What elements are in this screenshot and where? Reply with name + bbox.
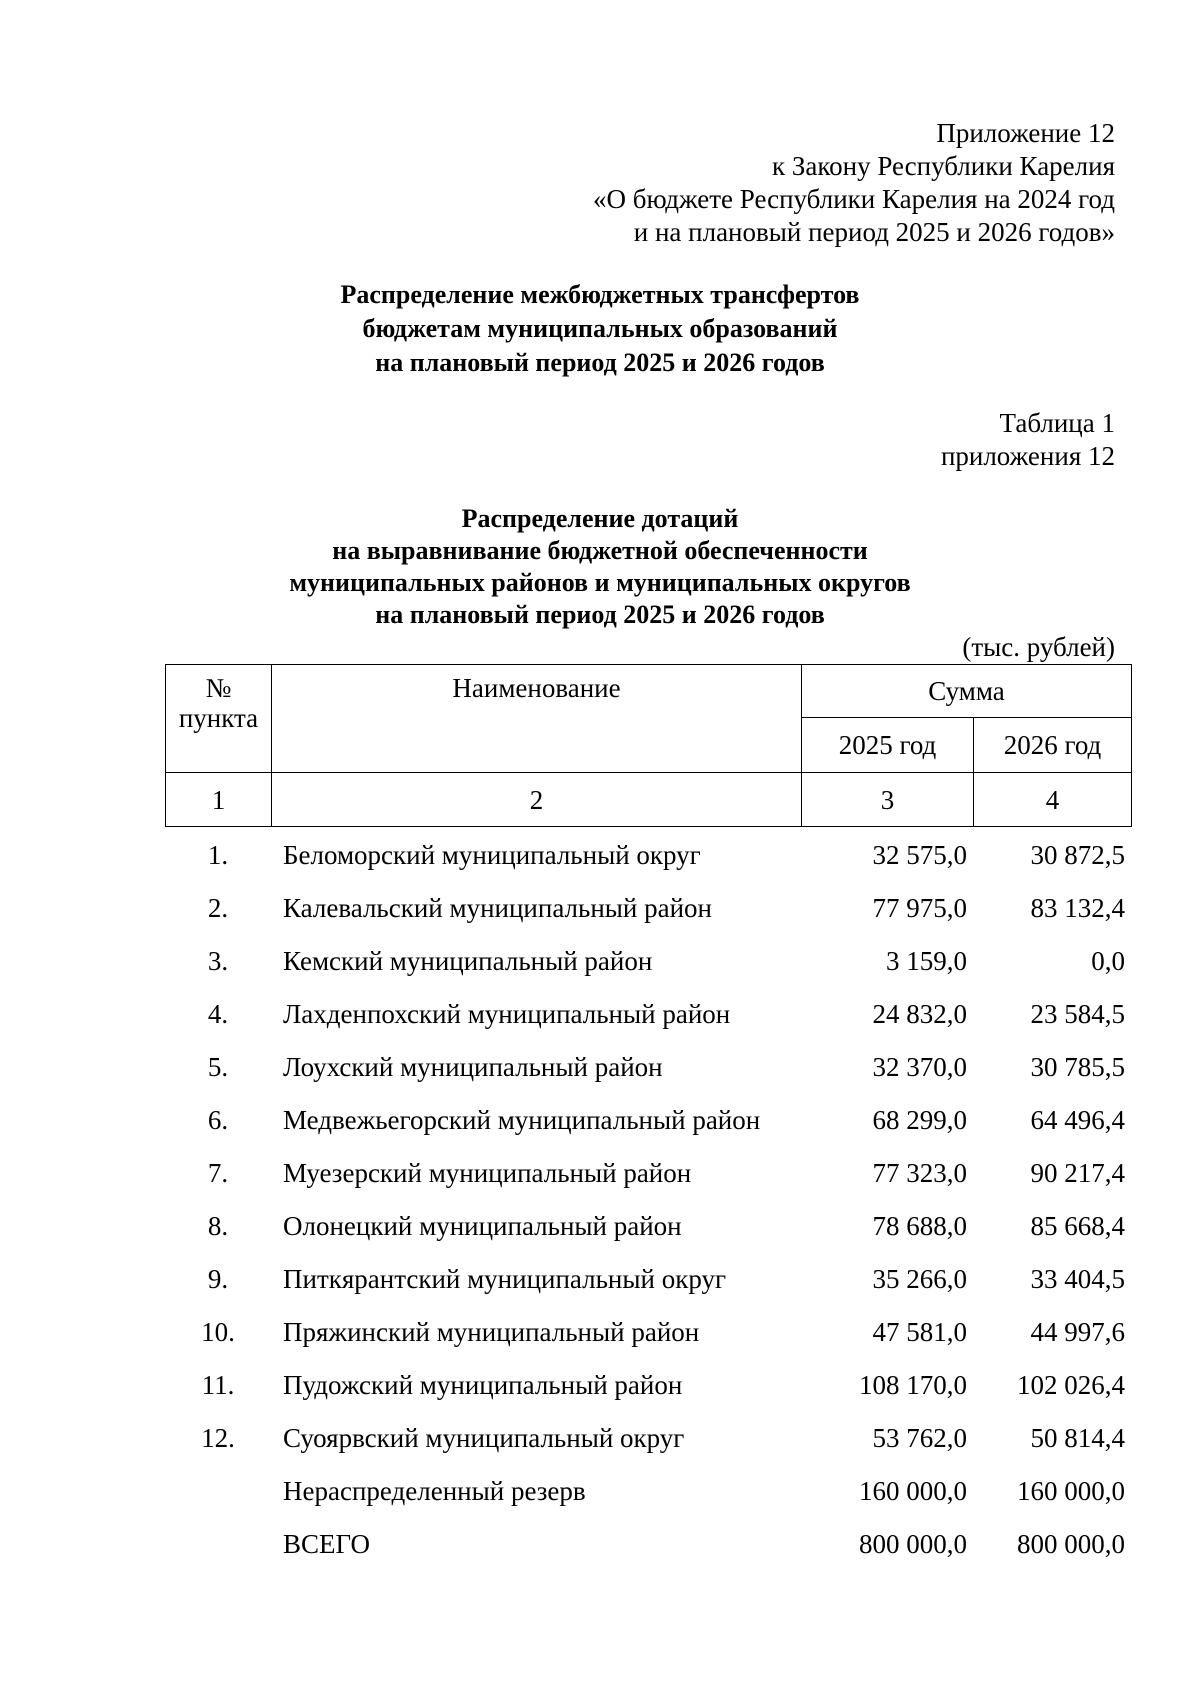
table-row xyxy=(165,829,1131,882)
row-value-2026: 64 496,4 xyxy=(1030,1105,1125,1135)
row-number: 7. xyxy=(207,1158,229,1188)
row-value-2026: 0,0 xyxy=(1091,946,1125,976)
row-value-2025: 32 575,0 xyxy=(872,840,967,870)
appendix-reference xyxy=(593,117,1115,249)
column-number-1: 1 xyxy=(166,773,272,827)
appendix-line-1: Приложение 12 xyxy=(936,118,1115,148)
row-number: 12. xyxy=(201,1423,235,1453)
row-number: 9. xyxy=(207,1264,229,1294)
header-number-word: пункта xyxy=(178,703,259,733)
row-number xyxy=(165,1518,271,1571)
table-row xyxy=(165,1412,1131,1465)
row-value-2025: 47 581,0 xyxy=(872,1317,967,1347)
row-name: Питкярантский муниципальный округ xyxy=(283,1264,727,1294)
row-name: Суоярвский муниципальный округ xyxy=(283,1423,685,1453)
table-body xyxy=(165,829,1131,1571)
appendix-line-2: к Закону Республики Карелия xyxy=(772,151,1115,181)
row-value-2025: 35 266,0 xyxy=(872,1264,967,1294)
row-number: 5. xyxy=(207,1052,229,1082)
row-value-2025: 77 975,0 xyxy=(872,893,967,923)
document-title xyxy=(0,278,1200,380)
row-name: ВСЕГО xyxy=(283,1529,370,1559)
row-name: Пряжинский муниципальный район xyxy=(283,1317,700,1347)
column-number-2: 2 xyxy=(272,773,802,827)
table-row xyxy=(165,1359,1131,1412)
row-number: 4. xyxy=(207,999,229,1029)
row-value-2026: 160 000,0 xyxy=(1017,1476,1125,1506)
row-number: 2. xyxy=(207,893,229,923)
appendix-line-4: и на плановый период 2025 и 2026 годов» xyxy=(633,217,1115,247)
row-name: Олонецкий муниципальный район xyxy=(283,1211,682,1241)
table-title xyxy=(0,503,1200,631)
row-name: Муезерский муниципальный район xyxy=(283,1158,692,1188)
table-title-line-1: Распределение дотаций xyxy=(461,504,739,533)
row-value-2025: 32 370,0 xyxy=(872,1052,967,1082)
table-reference xyxy=(941,407,1115,473)
table-row xyxy=(165,935,1131,988)
row-name: Нераспределенный резерв xyxy=(283,1476,586,1506)
units-label: (тыс. рублей) xyxy=(962,632,1115,662)
table-row-reserve xyxy=(165,1465,1131,1518)
document-title-line-2: бюджетам муниципальных образований xyxy=(362,314,838,343)
row-value-2026: 44 997,6 xyxy=(1030,1317,1125,1347)
row-number: 3. xyxy=(207,946,229,976)
table-row-total xyxy=(165,1518,1131,1571)
table-row xyxy=(165,1041,1131,1094)
row-value-2026: 30 872,5 xyxy=(1030,840,1125,870)
row-value-2025: 24 832,0 xyxy=(872,999,967,1029)
row-value-2026: 102 026,4 xyxy=(1017,1370,1125,1400)
column-number-4: 4 xyxy=(974,773,1132,827)
row-value-2026: 90 217,4 xyxy=(1030,1158,1125,1188)
table-title-line-4: на плановый период 2025 и 2026 годов xyxy=(375,600,825,629)
row-name: Кемский муниципальный район xyxy=(283,946,653,976)
row-number: 11. xyxy=(201,1370,235,1400)
header-cell-year-2026: 2026 год xyxy=(974,718,1132,773)
row-name: Лоухский муниципальный район xyxy=(283,1052,663,1082)
row-name: Беломорский муниципальный округ xyxy=(283,840,701,870)
appendix-line-3: «О бюджете Республики Карелия на 2024 год xyxy=(592,184,1115,214)
table-row xyxy=(165,1306,1131,1359)
row-value-2025: 78 688,0 xyxy=(872,1211,967,1241)
header-cell-sum: Сумма xyxy=(802,665,1132,718)
header-cell-name: Наименование xyxy=(272,665,802,773)
table-title-line-2: на выравнивание бюджетной обеспеченности xyxy=(332,536,868,565)
row-name: Лахденпохский муниципальный район xyxy=(283,999,731,1029)
row-value-2025: 53 762,0 xyxy=(872,1423,967,1453)
table-row xyxy=(165,1094,1131,1147)
table-row xyxy=(165,988,1131,1041)
table-reference-line-2: приложения 12 xyxy=(940,441,1115,471)
row-value-2026: 85 668,4 xyxy=(1030,1211,1125,1241)
row-value-2026: 50 814,4 xyxy=(1030,1423,1125,1453)
row-value-2025: 77 323,0 xyxy=(872,1158,967,1188)
row-number: 6. xyxy=(207,1105,229,1135)
row-value-2026: 30 785,5 xyxy=(1030,1052,1125,1082)
row-number: 1. xyxy=(207,840,229,870)
table-row xyxy=(165,1147,1131,1200)
document-title-line-1: Распределение межбюджетных трансфертов xyxy=(340,280,860,309)
table-title-line-3: муниципальных районов и муниципальных округов xyxy=(289,568,911,597)
table-row xyxy=(165,1200,1131,1253)
table-reference-line-1: Таблица 1 xyxy=(999,408,1115,438)
row-value-2025: 68 299,0 xyxy=(872,1105,967,1135)
row-name: Пудожский муниципальный район xyxy=(283,1370,683,1400)
row-value-2025: 3 159,0 xyxy=(886,946,967,976)
table-row xyxy=(165,1253,1131,1306)
header-cell-number xyxy=(166,665,272,773)
header-number-symbol: № xyxy=(205,673,232,703)
row-value-2026: 33 404,5 xyxy=(1030,1264,1125,1294)
row-value-2025: 108 170,0 xyxy=(859,1370,967,1400)
document-title-line-3: на плановый период 2025 и 2026 годов xyxy=(375,348,825,377)
row-value-2025: 800 000,0 xyxy=(859,1529,967,1559)
row-name: Калевальский муниципальный район xyxy=(283,893,712,923)
row-value-2026: 23 584,5 xyxy=(1030,999,1125,1029)
row-value-2026: 83 132,4 xyxy=(1030,893,1125,923)
table-header xyxy=(165,664,1132,827)
row-name: Медвежьегорский муниципальный район xyxy=(283,1105,761,1135)
row-number: 10. xyxy=(201,1317,235,1347)
row-number xyxy=(165,1465,271,1518)
row-value-2025: 160 000,0 xyxy=(859,1476,967,1506)
column-number-3: 3 xyxy=(802,773,974,827)
header-cell-year-2025: 2025 год xyxy=(802,718,974,773)
row-value-2026: 800 000,0 xyxy=(1017,1529,1125,1559)
row-number: 8. xyxy=(207,1211,229,1241)
table-row xyxy=(165,882,1131,935)
